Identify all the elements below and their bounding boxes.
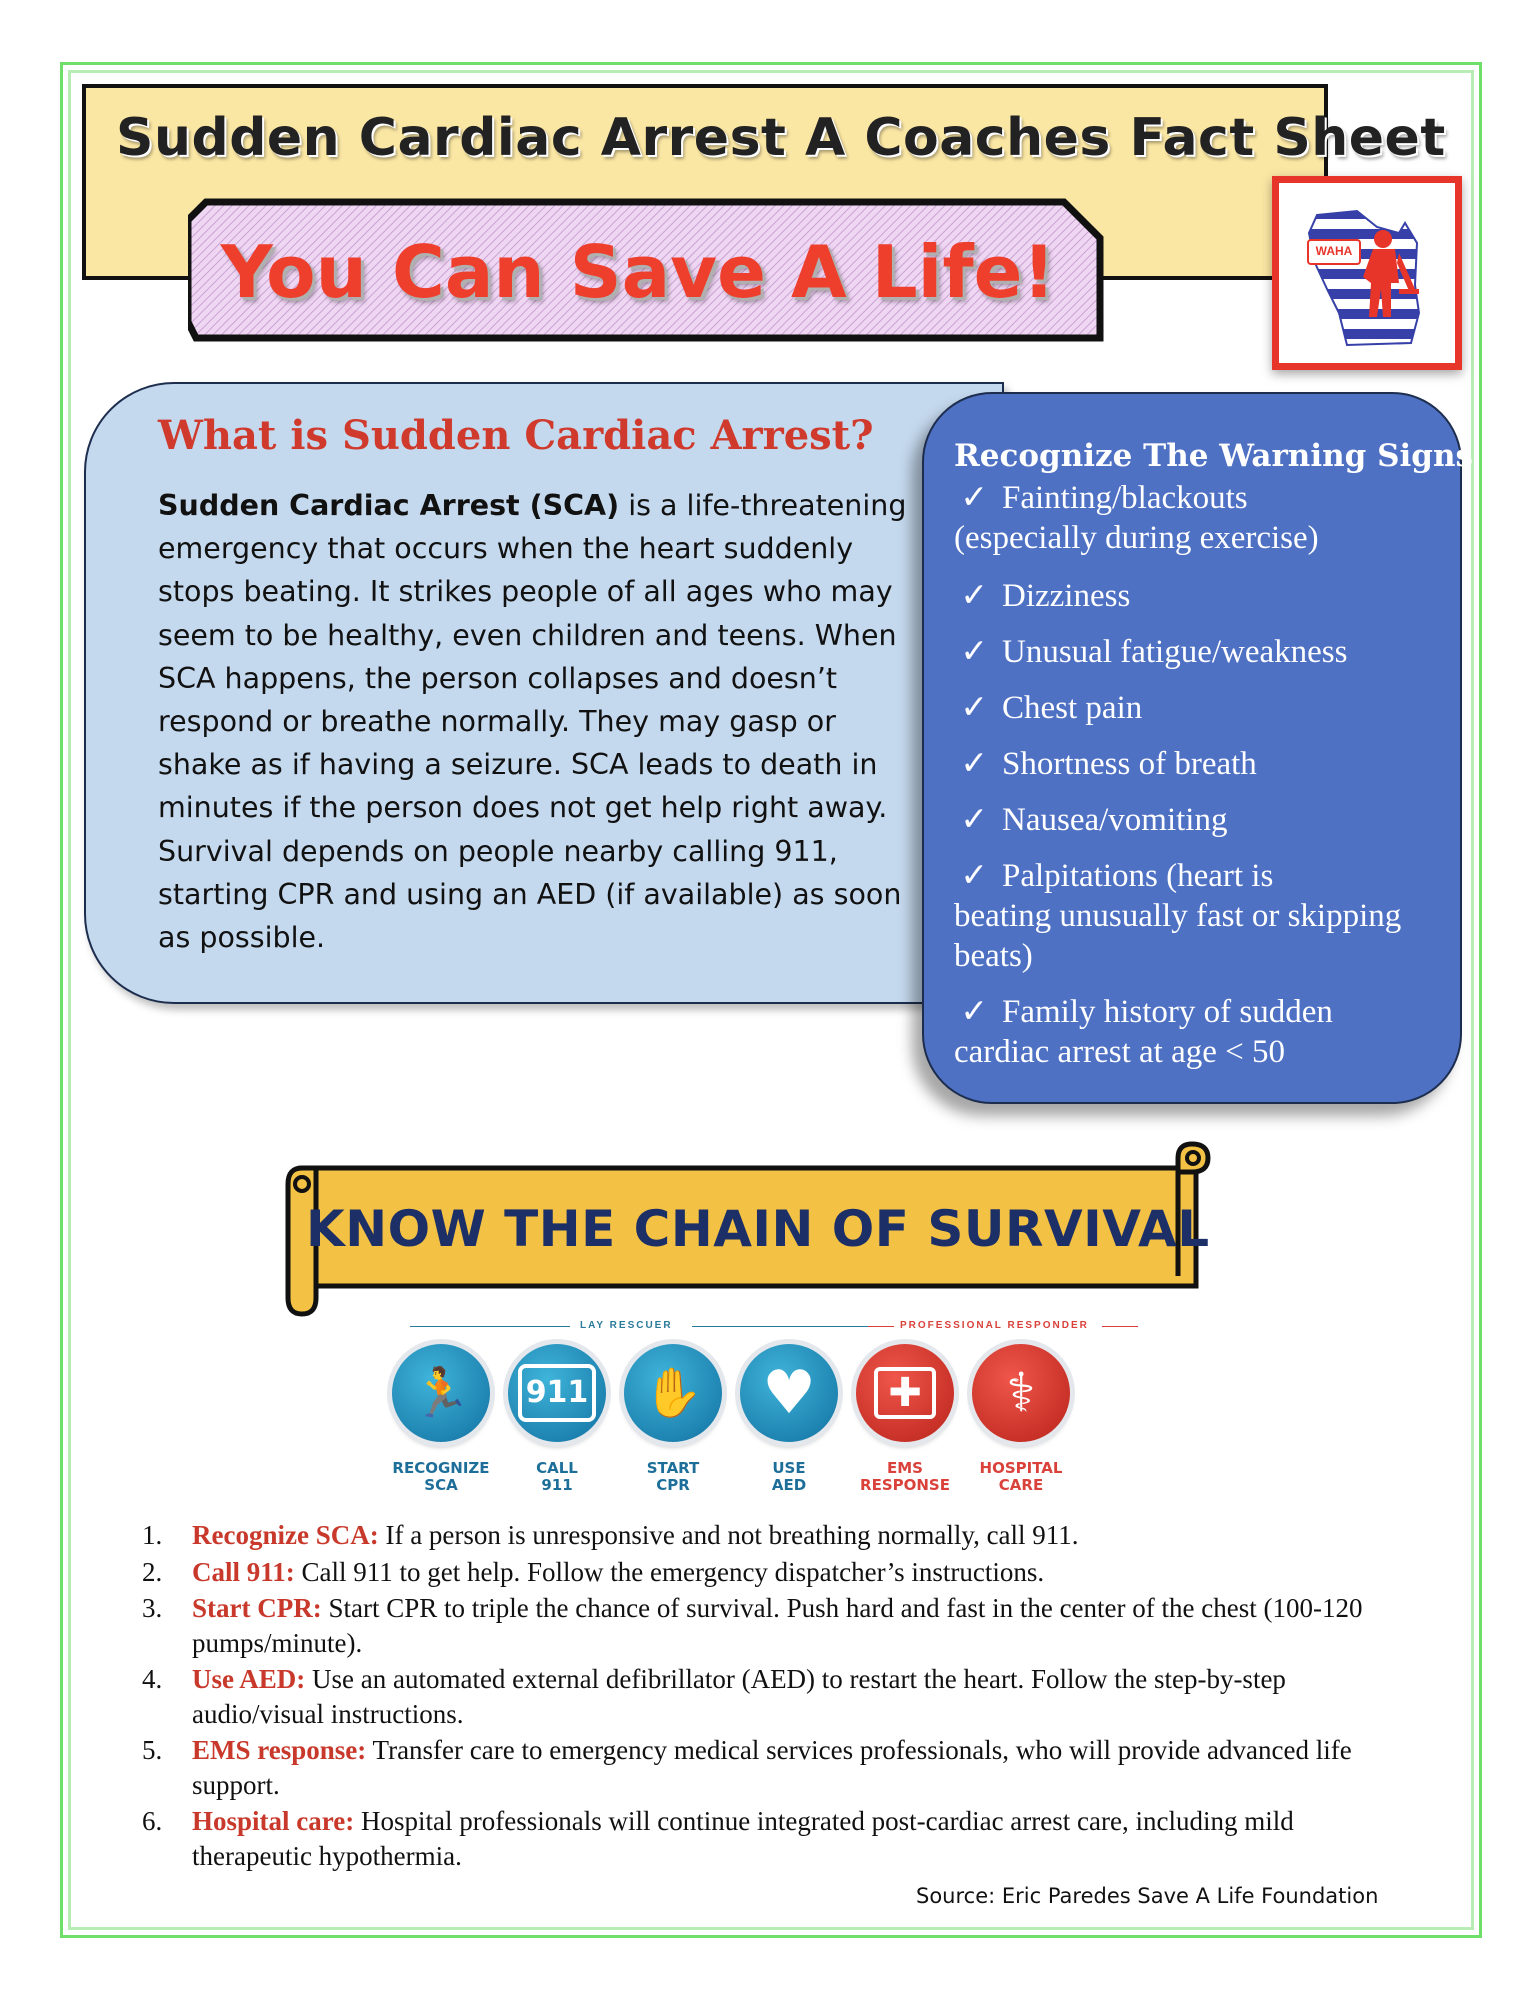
warning-sign-item: ✓ Nausea/vomiting <box>998 800 1438 840</box>
page-title: Sudden Cardiac Arrest A Coaches Fact Sheet <box>116 108 1446 168</box>
aed-heart-icon: ♥ <box>740 1344 838 1442</box>
subtitle-plaque <box>188 198 1178 352</box>
stethoscope-icon: ⚕ <box>972 1344 1070 1442</box>
warning-signs-heading: Recognize The Warning Signs <box>954 438 1473 474</box>
chain-label-recognize-sca: RECOGNIZE SCA <box>392 1459 490 1494</box>
professional-responder-caption: PROFESSIONAL RESPONDER <box>900 1320 1089 1331</box>
what-is-sca-heading: What is Sudden Cardiac Arrest? <box>158 412 874 459</box>
lay-caption-line-right <box>692 1326 882 1327</box>
check-icon: ✓ <box>960 802 988 838</box>
warning-sign-item: ✓ Fainting/blackouts (especially during exercise) <box>954 480 1319 556</box>
warning-sign-item: ✓ Unusual fatigue/weakness <box>998 632 1438 672</box>
ambulance-icon: ✚ <box>856 1344 954 1442</box>
warning-sign-item: ✓ Shortness of breath <box>998 744 1438 784</box>
lay-rescuer-caption: LAY RESCUER <box>580 1320 673 1331</box>
step-item: 5. EMS response: Transfer care to emergency medical services professionals, who will provide advanced life support. <box>142 1735 1352 1800</box>
chain-label-use-aed: USE AED <box>771 1459 807 1494</box>
step-item: 1. Recognize SCA: If a person is unresponsive and not breathing normally, call 911. <box>142 1520 1079 1550</box>
check-icon: ✓ <box>960 858 988 894</box>
warning-sign-item: ✓ Chest pain <box>998 688 1438 728</box>
what-is-sca-body <box>158 484 918 959</box>
step-item: 3. Start CPR: Start CPR to triple the chance of survival. Push hard and fast in the center of the chest (100-120 pumps/minute). <box>142 1593 1363 1658</box>
what-is-sca-box <box>84 382 1004 1004</box>
warning-signs-box <box>922 392 1473 1104</box>
step-item: 6. Hospital care: Hospital professionals will continue integrated post-cardiac arrest care, including mild therapeutic hypothermia. <box>142 1806 1294 1871</box>
check-icon: ✓ <box>960 994 988 1030</box>
check-icon: ✓ <box>960 578 988 614</box>
wisconsin-hockey-icon <box>1287 193 1447 353</box>
sca-description: is a life-threatening emergency that occurs when the heart suddenly stops beating. It strikes people of all ages who may seem to be healthy, even children and teens. When SCA happens, the person collapses and doesn’t respond or breathe normally. They may gasp or shake as if having a seizure. SCA leads to death in minutes if the person does not get help right away. Survival depends on people nearby calling 911, starting CPR and using an AED (if available) as soon as possible. <box>158 489 907 955</box>
warning-signs-list <box>954 478 1438 1088</box>
chain-label-call-911: CALL 911 <box>536 1459 578 1494</box>
chain-of-survival-graphic <box>380 1310 1140 1500</box>
chain-label-hospital-care: HOSPITAL CARE <box>979 1459 1063 1494</box>
sca-term: Sudden Cardiac Arrest (SCA) <box>158 489 620 522</box>
warning-sign-item: ✓ Dizziness <box>998 576 1438 616</box>
subtitle: You Can Save A Life! <box>220 230 1056 314</box>
chain-steps-list <box>142 1518 1402 1875</box>
person-collapse-icon: 🏃 <box>392 1344 490 1442</box>
check-icon: ✓ <box>960 746 988 782</box>
check-icon: ✓ <box>960 480 988 516</box>
chain-label-ems-response: EMS RESPONSE <box>860 1459 950 1494</box>
chain-banner-text: KNOW THE CHAIN OF SURVIVAL <box>306 1200 1210 1258</box>
source-credit: Source: Eric Paredes Save A Life Foundation <box>916 1884 1379 1908</box>
chain-label-start-cpr: START CPR <box>646 1459 700 1494</box>
cpr-hands-icon: ✋ <box>624 1344 722 1442</box>
pro-caption-line-right <box>1102 1326 1138 1327</box>
pro-caption-line-left <box>868 1326 894 1327</box>
warning-sign-item: ✓ Palpitations (heart is beating unusually fast or skipping beats) <box>954 858 1402 974</box>
phone-911-icon: 911 <box>508 1344 606 1442</box>
step-item: 4. Use AED: Use an automated external defibrillator (AED) to restart the heart. Follow the step-by-step audio/visual instructions. <box>142 1664 1286 1729</box>
check-icon: ✓ <box>960 634 988 670</box>
waha-logo <box>1272 176 1462 370</box>
lay-caption-line-left <box>410 1326 570 1327</box>
chain-of-survival-banner <box>282 1138 1212 1318</box>
step-item: 2. Call 911: Call 911 to get help. Follow the emergency dispatcher’s instructions. <box>142 1556 1045 1587</box>
check-icon: ✓ <box>960 690 988 726</box>
warning-sign-item: ✓ Family history of sudden cardiac arrest at age < 50 <box>954 994 1333 1070</box>
logo-text: WAHA <box>1307 239 1361 265</box>
